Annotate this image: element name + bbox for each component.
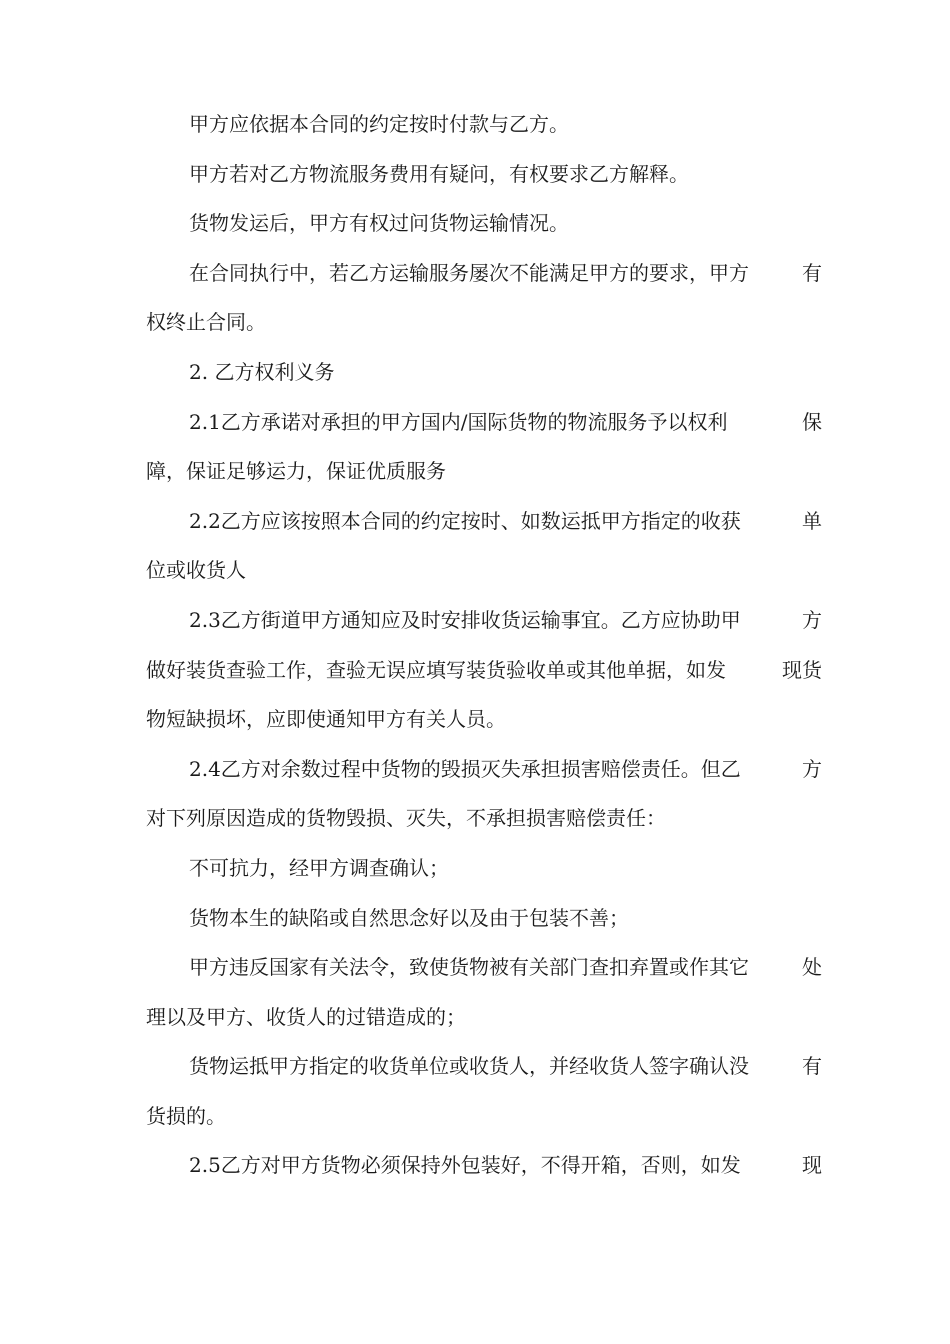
text-line: 2.1乙方承诺对承担的甲方国内/国际货物的物流服务予以权利 保 <box>189 409 822 434</box>
text-line: 不可抗力，经甲方调查确认； <box>189 855 449 880</box>
text-line: 障，保证足够运力，保证优质服务 <box>146 459 446 484</box>
text-line: 2.5乙方对甲方货物必须保持外包装好，不得开箱，否则，如发 现 <box>189 1153 822 1178</box>
text-line: 货物运抵甲方指定的收货单位或收货人，并经收货人签字确认没 有 <box>189 1054 822 1079</box>
text-line: 货物本生的缺陷或自然思念好以及由于包装不善； <box>189 905 629 930</box>
text-line: 对下列原因造成的货物毁损、灭失，不承担损害赔偿责任： <box>146 806 666 831</box>
text-line: 2.4乙方对余数过程中货物的毁损灭失承担损害赔偿责任。但乙 方 <box>189 756 822 781</box>
text-line: 2.2乙方应该按照本合同的约定按时、如数运抵甲方指定的收获 单 <box>189 508 822 533</box>
text-line: 甲方应依据本合同的约定按时付款与乙方。 <box>189 112 569 136</box>
text-line: 货损的。 <box>146 1103 226 1128</box>
text-line: 甲方若对乙方物流服务费用有疑问，有权要求乙方解释。 <box>189 161 689 186</box>
text-line: 2.3乙方街道甲方通知应及时安排收货运输事宜。乙方应协助甲 方 <box>189 607 822 632</box>
text-line: 甲方违反国家有关法令，致使货物被有关部门查扣弃置或作其它 处 <box>189 955 822 980</box>
text-line: 物短缺损坏，应即使通知甲方有关人员。 <box>146 707 506 732</box>
text-line: 在合同执行中，若乙方运输服务屡次不能满足甲方的要求，甲方 有 <box>189 260 822 285</box>
text-line: 货物发运后，甲方有权过问货物运输情况。 <box>189 211 569 236</box>
text-line: 理以及甲方、收货人的过错造成的； <box>146 1004 466 1029</box>
text-line: 权终止合同。 <box>146 310 266 335</box>
text-line: 位或收货人 <box>146 558 246 583</box>
section-heading: 2. 乙方权利义务 <box>189 359 335 384</box>
text-line: 做好装货查验工作，查验无误应填写装货验收单或其他单据，如发 现货 <box>146 657 822 682</box>
document-body <box>146 100 822 1191</box>
